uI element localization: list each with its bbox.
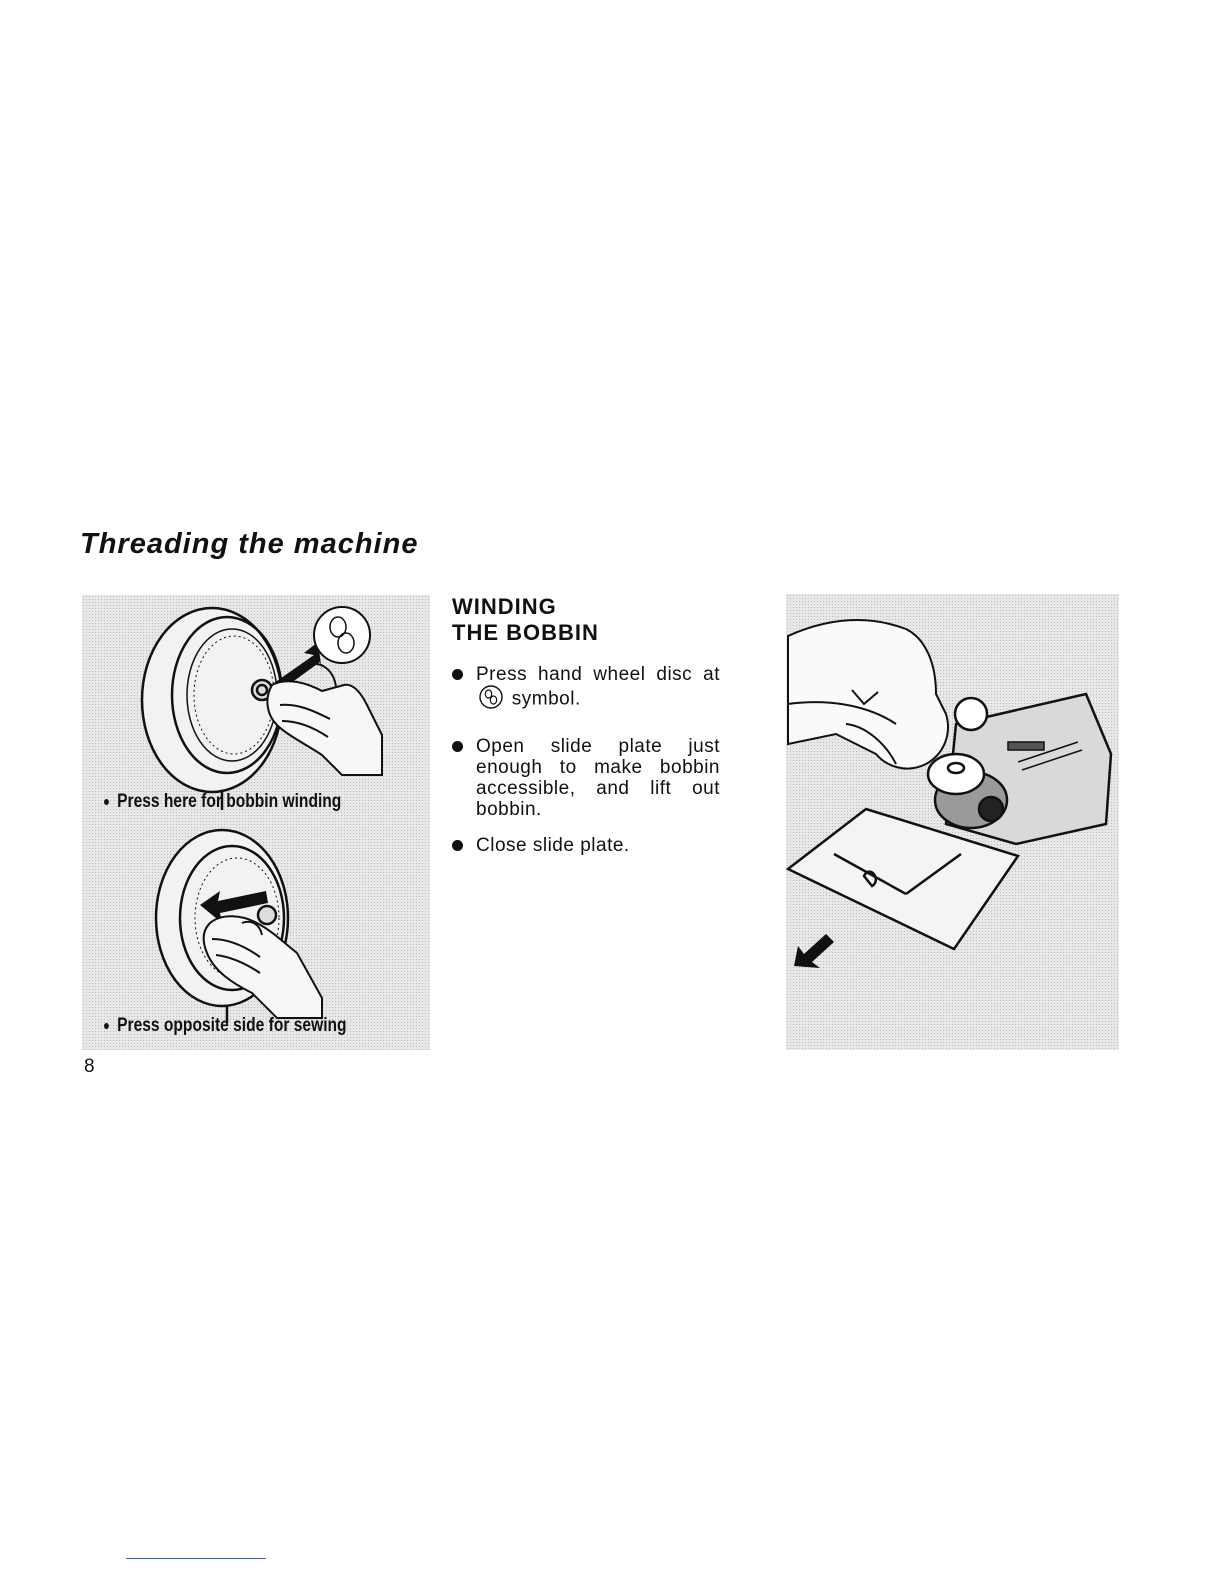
slide-plate-illustration	[786, 594, 1119, 1050]
caption-bobbin-winding	[104, 791, 341, 813]
page-number: 8	[84, 1056, 95, 1077]
caption-text: Press here for bobbin winding	[117, 791, 342, 812]
instruction-list	[450, 664, 720, 856]
heading-line-2: THE BOBBIN	[452, 620, 599, 645]
instruction-item	[450, 835, 720, 856]
instruction-item	[450, 664, 720, 714]
heading-line-1: WINDING	[452, 594, 557, 619]
instruction-text: Close slide plate.	[476, 835, 630, 856]
instruction-text	[476, 664, 720, 714]
footer-rule	[126, 1558, 266, 1559]
page-title: Threading the machine	[80, 528, 419, 560]
section-heading	[452, 594, 599, 646]
hand-wheel-figure-sewing	[82, 823, 430, 1050]
bullet-dot	[452, 669, 463, 680]
instruction-text-part: Press hand wheel disc at	[476, 664, 720, 685]
hand-wheel-winding-illustration	[82, 595, 430, 823]
bobbin-symbol-icon	[314, 607, 370, 663]
bullet-dot	[452, 840, 463, 851]
instruction-text-part: symbol.	[511, 688, 581, 710]
instruction-text: Open slide plate just enough to make bobbin accessible, and lift out bobbin.	[476, 736, 720, 820]
instruction-item	[450, 736, 720, 820]
slide-plate-figure	[786, 594, 1119, 1050]
caption-sewing	[104, 1015, 347, 1037]
bullet-dot	[104, 799, 109, 805]
bobbin-symbol-icon	[478, 685, 504, 714]
hand-icon	[788, 620, 948, 768]
caption-text: Press opposite side for sewing	[117, 1015, 347, 1036]
hand-wheel-figure-winding	[82, 595, 430, 823]
bullet-dot	[452, 741, 463, 752]
arrow-icon	[794, 934, 834, 968]
bullet-dot	[104, 1023, 109, 1029]
hand-icon	[267, 664, 382, 775]
